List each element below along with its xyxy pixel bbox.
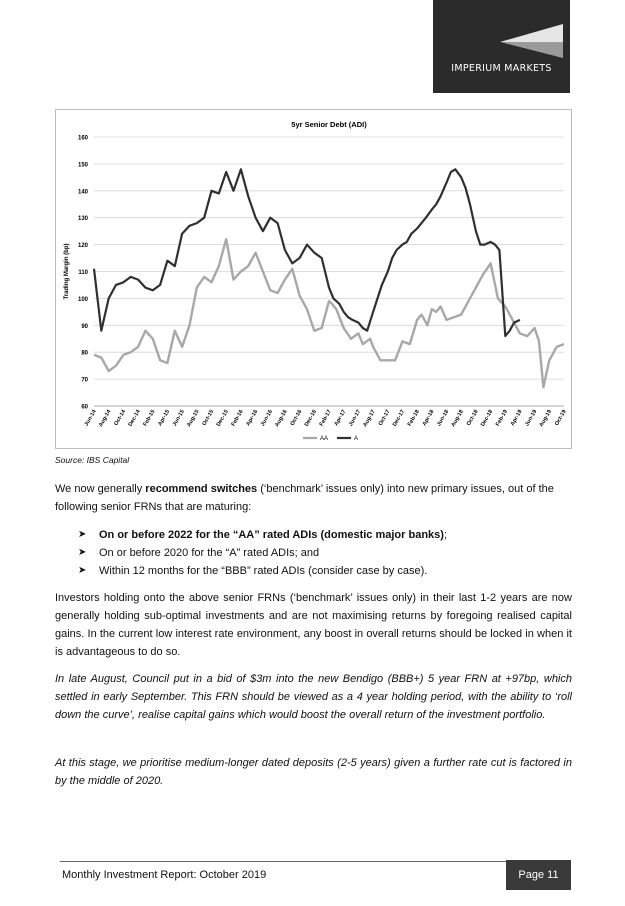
list-item [78, 544, 558, 562]
bullet-text: Within 12 months for the “BBB” rated ADIs (consider case by case). [99, 565, 428, 577]
x-tick-label: Dec-18 [480, 409, 495, 428]
legend-label: A [354, 436, 359, 443]
x-tick-label: Dec-17 [391, 409, 407, 428]
x-tick-label: Apr-15 [157, 409, 172, 428]
x-tick-label: Jun-16 [259, 409, 274, 428]
x-tick-label: Aug-17 [362, 409, 377, 429]
y-tick-label: 150 [77, 162, 88, 169]
y-tick-label: 70 [81, 377, 88, 384]
chart-container [55, 109, 572, 449]
imperium-markets-logo [433, 0, 570, 93]
x-tick-label: Oct-19 [553, 409, 568, 427]
page-number: Page 11 [506, 860, 571, 890]
arrow-bullet-icon: ➤ [78, 565, 87, 576]
list-item [78, 562, 558, 580]
x-tick-label: Aug-18 [450, 409, 465, 429]
x-tick-label: Feb-15 [142, 409, 157, 428]
x-tick-label: Oct-14 [113, 409, 128, 427]
x-tick-label: Oct-17 [377, 409, 392, 427]
footer-divider [60, 861, 511, 862]
legend-label: AA [320, 436, 329, 443]
x-tick-label: Feb-16 [230, 409, 245, 428]
paragraph-recommendation [55, 480, 572, 516]
x-tick-label: Aug-16 [274, 409, 289, 429]
maturing-frn-list [78, 526, 558, 580]
x-tick-label: Aug-19 [538, 409, 554, 429]
x-tick-label: Jun-17 [348, 409, 363, 428]
y-tick-label: 60 [81, 404, 88, 411]
y-tick-label: 120 [77, 243, 88, 250]
y-tick-label: 140 [77, 189, 88, 196]
x-tick-label: Oct-16 [289, 409, 304, 427]
logo-text: IMPERIUM MARKETS [451, 63, 552, 74]
x-tick-label: Jun-18 [436, 409, 451, 428]
x-tick-label: Feb-17 [318, 409, 333, 428]
para1-bold: recommend switches [145, 483, 258, 495]
logo-wedge-icon [495, 22, 565, 60]
footer-title: Monthly Investment Report: October 2019 [62, 869, 267, 881]
y-axis-label: Trading Margin (bp) [64, 243, 70, 300]
x-tick-label: Jun-14 [83, 409, 98, 428]
arrow-bullet-icon: ➤ [78, 529, 87, 540]
y-tick-label: 90 [81, 323, 88, 330]
x-tick-label: Dec-16 [303, 409, 319, 428]
arrow-bullet-icon: ➤ [78, 547, 87, 558]
x-tick-label: Oct-15 [201, 409, 216, 427]
x-tick-label: Dec-15 [215, 409, 230, 428]
paragraph-investors: Investors holding onto the above senior FRNs (‘benchmark’ issues only) in their last 1-2 years are now generally holding sub-optimal investments and are not maximising returns by foregoing realised capital gains. In the current low interest rate environment, any boost in overall returns should be locked in when it is advantageous to do so. [55, 592, 572, 658]
bullet-text: On or before 2022 for the “AA” rated ADIs (domestic major banks) [99, 529, 444, 541]
paragraph-deposits: At this stage, we prioritise medium-longer dated deposits (2-5 years) given a further rate cut is factored in by the middle of 2020. [55, 757, 572, 787]
x-tick-label: Jun-15 [171, 409, 186, 428]
chart-source: Source: IBS Capital [55, 455, 130, 465]
y-tick-label: 80 [81, 350, 88, 357]
list-item [78, 526, 558, 544]
y-tick-label: 110 [78, 270, 88, 276]
x-tick-label: Jun-19 [524, 409, 539, 428]
x-tick-label: Feb-19 [494, 409, 509, 428]
x-tick-label: Oct-18 [465, 409, 480, 427]
x-tick-label: Apr-19 [509, 409, 524, 428]
x-tick-label: Apr-16 [245, 409, 260, 428]
bullet-tail: ; [443, 529, 448, 541]
paragraph-bendigo: In late August, Council put in a bid of $3m into the new Bendigo (BBB+) 5 year FRN at +97bp, which settled in early September. This FRN should be viewed as a 4 year holding period, with the ability to ‘roll down the curve’, realise capital gains which would boost the overall return of the investment portfolio. [55, 673, 572, 721]
y-tick-label: 100 [77, 296, 88, 303]
para1-prefix: We now generally [55, 483, 146, 495]
bullet-text: On or before 2020 for the “A” rated ADIs; and [99, 547, 320, 559]
x-tick-label: Aug-14 [97, 409, 113, 429]
para1-suffix: (‘benchmark’ issues only) into new primary issues, out of the following senior FRNs that are maturing: [55, 483, 554, 513]
x-tick-label: Aug-15 [186, 409, 201, 429]
x-tick-label: Apr-18 [421, 409, 436, 428]
chart-title: 5yr Senior Debt (ADI) [291, 120, 367, 129]
y-tick-label: 160 [77, 135, 88, 142]
x-tick-label: Dec-14 [127, 409, 142, 428]
series-line-AA [94, 239, 564, 387]
y-tick-label: 130 [77, 216, 88, 223]
x-tick-label: Apr-17 [333, 409, 348, 428]
x-tick-label: Feb-18 [406, 409, 421, 428]
line-chart [56, 110, 571, 448]
